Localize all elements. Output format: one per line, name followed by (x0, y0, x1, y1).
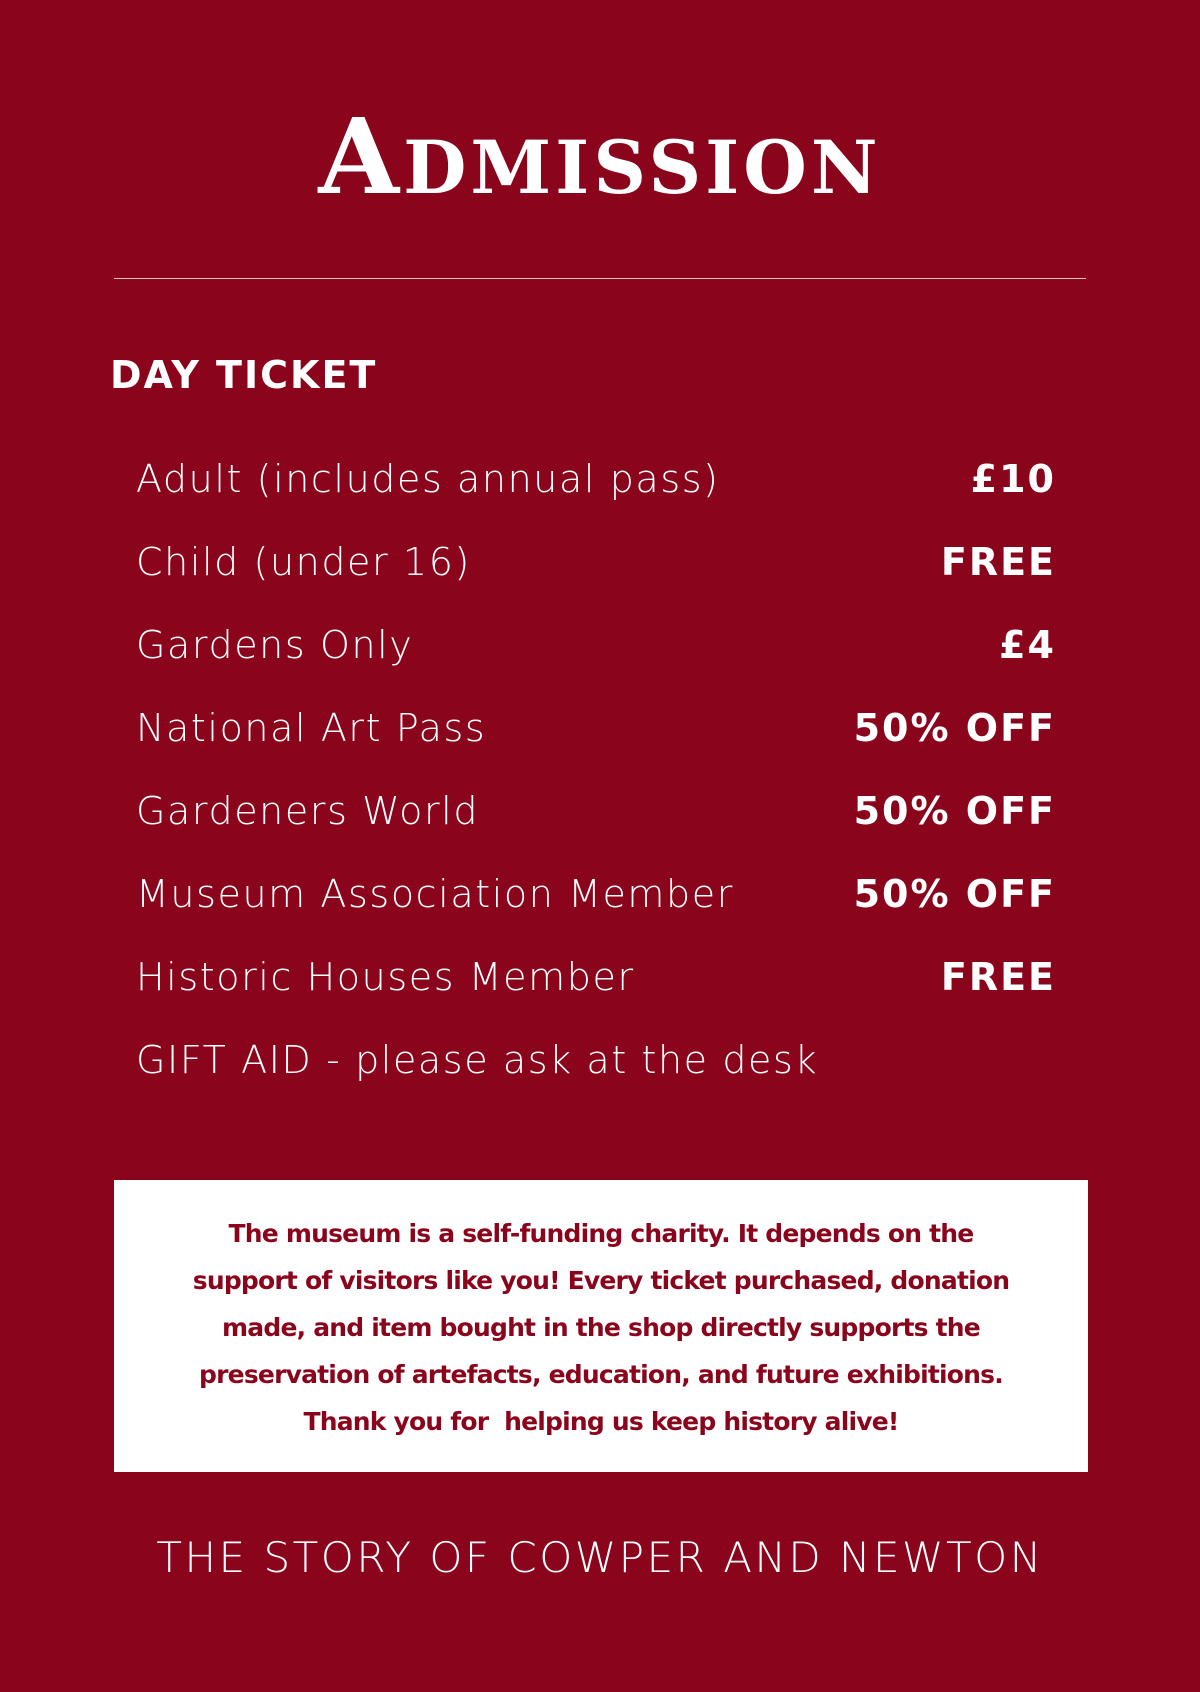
price-row-value: 50% OFF (853, 706, 1056, 750)
notice-line: Thank you for helping us keep history alive! (303, 1407, 899, 1436)
price-row (136, 616, 1056, 699)
price-row (136, 450, 1056, 533)
title-divider (114, 278, 1086, 279)
price-row-label: Adult (includes annual pass) (136, 457, 720, 501)
price-row-label: GIFT AID - please ask at the desk (136, 1038, 819, 1082)
notice-line: The museum is a self-funding charity. It depends on the (228, 1219, 974, 1248)
price-row-value: FREE (940, 540, 1056, 584)
notice-line: support of visitors like you! Every ticket purchased, donation (192, 1266, 1010, 1295)
price-row-label: National Art Pass (136, 706, 487, 750)
price-row-label: Historic Houses Member (136, 955, 635, 999)
price-row (136, 1031, 1056, 1114)
price-row (136, 948, 1056, 1031)
charity-notice-box (114, 1180, 1088, 1472)
price-row (136, 782, 1056, 865)
section-heading: DAY TICKET (110, 353, 378, 397)
charity-notice-text (193, 1210, 1010, 1445)
price-row-label: Museum Association Member (136, 872, 734, 916)
price-row-value: £10 (970, 457, 1056, 501)
price-row-label: Child (under 16) (136, 540, 471, 584)
price-row-label: Gardens Only (136, 623, 414, 667)
price-row-label: Gardeners World (136, 789, 480, 833)
price-row-value: 50% OFF (853, 872, 1056, 916)
price-row (136, 865, 1056, 948)
footer-title: THE STORY OF COWPER AND NEWTON (156, 1533, 1044, 1582)
notice-line: made, and item bought in the shop directly supports the (222, 1313, 980, 1342)
price-row (136, 533, 1056, 616)
price-row-value: 50% OFF (853, 789, 1056, 833)
price-row (136, 699, 1056, 782)
price-row-value: £4 (999, 623, 1056, 667)
price-list (136, 450, 1056, 1114)
notice-line: preservation of artefacts, education, and future exhibitions. (199, 1360, 1003, 1389)
page-title: Admission (318, 95, 882, 218)
price-row-value: FREE (940, 955, 1056, 999)
